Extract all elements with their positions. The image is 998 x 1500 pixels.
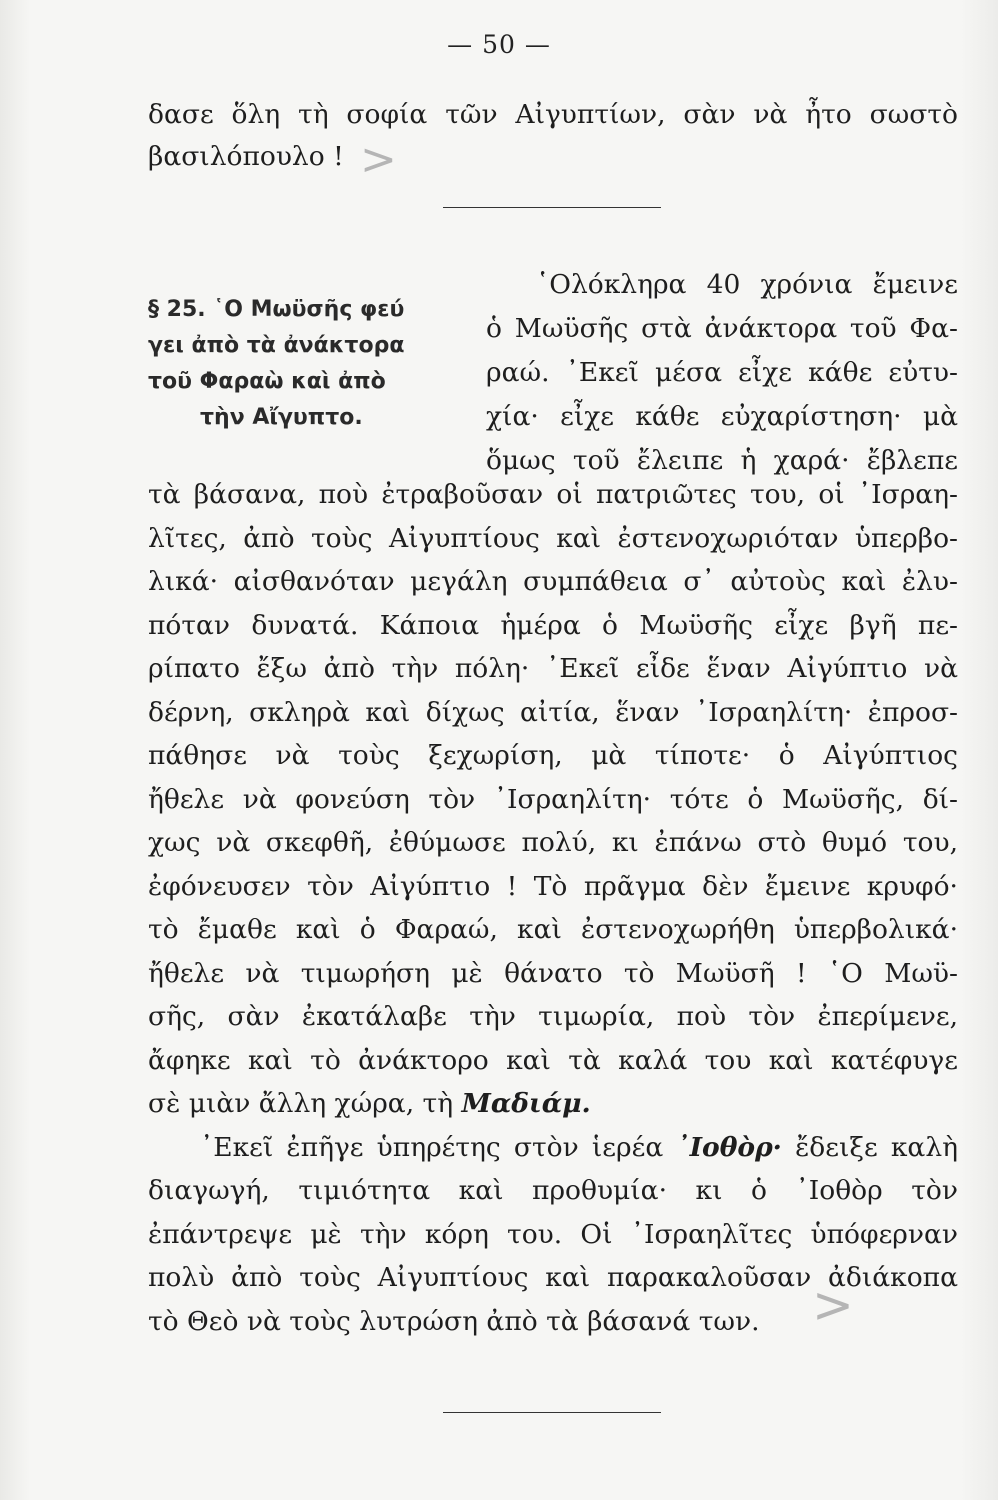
sidenote-line: § 25. ῾Ο Μωϋσῆς φεύ: [148, 297, 405, 322]
section-divider: [443, 207, 661, 208]
text-line: τὸ ἔμαθε καὶ ὁ Φαραώ, καὶ ἐστενοχωρήθη ὑπερβολικά·: [148, 914, 958, 945]
person-name-emphasis: ᾿Ιοθὸρ·: [676, 1132, 782, 1163]
text-line: τὸ Θεὸ νὰ τοὺς λυτρώση ἀπὸ τὰ βάσανά των.: [148, 1306, 760, 1337]
section-divider: [443, 1412, 661, 1413]
text-line: πόταν δυνατά. Κάποια ἡμέρα ὁ Μωϋσῆς εἶχε βγῆ πε-: [148, 610, 958, 641]
text-run: σὲ μιὰν ἄλλη χώρα, τὴ: [148, 1088, 462, 1119]
pencil-chevron-mark: >: [360, 134, 397, 185]
text-line: [148, 1087, 591, 1121]
text-line: λικά· αἰσθανόταν μεγάλη συμπάθεια σ᾿ αὐτοὺς καὶ ἐλυ-: [148, 566, 958, 597]
sidenote-line: τὴν Αἴγυπτο.: [200, 405, 363, 430]
text-line: ἤθελε νὰ φονεύση τὸν ᾿Ισραηλίτη· τότε ὁ Μωϋσῆς, δί-: [148, 784, 958, 815]
text-line: σῆς, σὰν ἐκατάλαβε τὴν τιμωρία, ποὺ τὸν ἐπερίμενε,: [148, 1001, 958, 1032]
section-sidenote: [148, 292, 468, 436]
text-line: χία· εἶχε κάθε εὐχαρίστηση· μὰ: [486, 401, 958, 432]
text-line: διαγωγή, τιμιότητα καὶ προθυμία· κι ὁ ᾿Ιοθὸρ τὸν: [148, 1175, 958, 1206]
text-line: ὅμως τοῦ ἔλειπε ἡ χαρά· ἔβλεπε: [486, 445, 958, 476]
text-line: ὁ Μωϋσῆς στὰ ἀνάκτορα τοῦ Φα-: [486, 313, 958, 344]
text-line: δέρνη, σκληρὰ καὶ δίχως αἰτία, ἕναν ᾿Ισραηλίτη· ἐπροσ-: [148, 697, 958, 728]
text-line: ἄφηκε καὶ τὸ ἀνάκτορο καὶ τὰ καλά του καὶ κατέφυγε: [148, 1045, 958, 1076]
place-name-emphasis: Μαδιάμ.: [461, 1088, 591, 1119]
text-line: [200, 1131, 958, 1165]
text-line: χως νὰ σκεφθῆ, ἐθύμωσε πολύ, κι ἐπάνω στὸ θυμό του,: [148, 827, 958, 858]
text-run: ἔδειξε καλὴ: [781, 1132, 958, 1163]
text-line: ἐφόνευσεν τὸν Αἰγύπτιο ! Τὸ πρᾶγμα δὲν ἔμεινε κρυφό·: [148, 871, 958, 902]
text-run: ᾿Εκεῖ ἐπῆγε ὑπηρέτης στὸν ἱερέα: [200, 1132, 677, 1163]
text-line: πολὺ ἀπὸ τοὺς Αἰγυπτίους καὶ παρακαλοῦσαν ἀδιάκοπα: [148, 1262, 958, 1293]
sidenote-line: τοῦ Φαραὼ καὶ ἀπὸ: [148, 369, 386, 394]
sidenote-line: γει ἀπὸ τὰ ἀνάκτορα: [148, 333, 405, 358]
text-line: πάθησε νὰ τοὺς ξεχωρίση, μὰ τίποτε· ὁ Αἰγύπτιος: [148, 740, 958, 771]
text-line: τὰ βάσανα, ποὺ ἐτραβοῦσαν οἱ πατριῶτες του, οἱ ᾿Ισραη-: [148, 479, 958, 510]
page-number: — 50 —: [447, 30, 551, 59]
text-line: ρίπατο ἔξω ἀπὸ τὴν πόλη· ᾿Εκεῖ εἶδε ἕναν Αἰγύπτιο νὰ: [148, 653, 958, 684]
text-line: ῾Ολόκληρα 40 χρόνια ἔμεινε: [536, 269, 958, 300]
text-line: ραώ. ᾿Εκεῖ μέσα εἶχε κάθε εὐτυ-: [486, 357, 958, 388]
text-line: δασε ὅλη τὴ σοφία τῶν Αἰγυπτίων, σὰν νὰ ἦτο σωστὸ: [148, 99, 958, 130]
pencil-chevron-mark: >: [812, 1276, 854, 1334]
text-line: λῖτες, ἀπὸ τοὺς Αἰγυπτίους καὶ ἐστενοχωριόταν ὑπερβο-: [148, 523, 958, 554]
text-line: ἐπάντρεψε μὲ τὴν κόρη του. Οἱ ᾿Ισραηλῖτες ὑπόφερναν: [148, 1219, 958, 1250]
text-line: ἤθελε νὰ τιμωρήση μὲ θάνατο τὸ Μωϋσῆ ! ῾Ο Μωϋ-: [148, 958, 958, 989]
text-line: βασιλόπουλο !: [148, 141, 344, 172]
